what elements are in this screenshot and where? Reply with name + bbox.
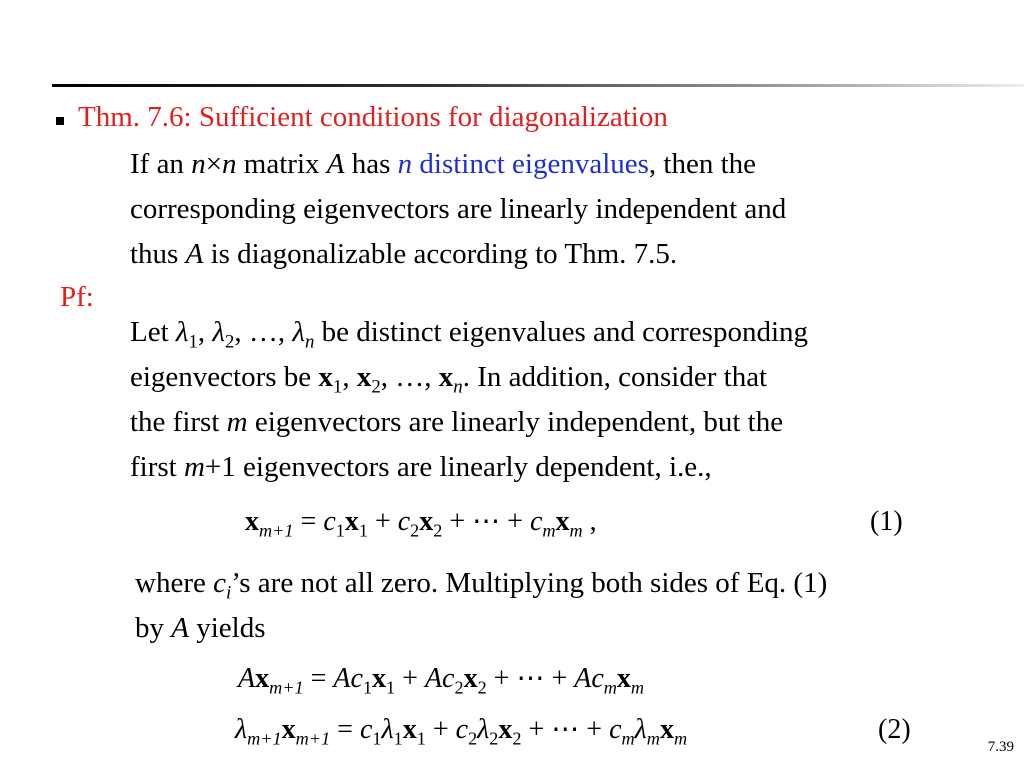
proof-line-1: Let $\lambda_1$, $\lambda_2$, …, $\lambda_n$ be distinct eigenvalues and corresponding — [130, 316, 809, 353]
proof-line-3: the first m eigenvectors are linearly independent, but the — [130, 406, 784, 438]
proof-line-4: first m+1 eigenvectors are linearly dependent, i.e., — [130, 451, 712, 483]
equation-1-number: (1) — [870, 506, 903, 537]
proof-line-2: eigenvectors be $x_1$, $x_2$, …, $x_n$. In addition, consider that — [130, 361, 768, 398]
theorem-line-3: thus A is diagonalizable according to Thm. 7.5. — [130, 238, 678, 270]
theorem-line-2: corresponding eigenvectors are linearly independent and — [130, 193, 787, 225]
bullet-square-icon — [56, 117, 64, 125]
equation-2-number: (2) — [878, 714, 911, 745]
equation-2: $\lambda_{m+1}x_{m+1} = c_1\lambda_1x_1 + c_2\lambda_2x_2$ + ⋯ + $c_m\lambda_mx_m$ — [235, 714, 688, 749]
where-line-1: where $c_i’s$ are not all zero. Multiplying both sides of Eq. (1) — [135, 567, 828, 604]
theorem-title: Thm. 7.6: Sufficient conditions for diagonalization — [78, 101, 668, 133]
equation-1: $x_{m+1} = c_1x_1 + c_2x_2$ + ⋯ + $c_mx_m$ , — [245, 506, 597, 541]
proof-label: Pf: — [60, 281, 94, 313]
where-line-2: by A yields — [135, 612, 266, 644]
theorem-line-1: If an n×n matrix A has n distinct eigenvalues, then the — [130, 148, 757, 180]
header-rule — [52, 84, 1024, 87]
page-number: 7.39 — [987, 739, 1014, 755]
equation-multiply-A: $Ax_{m+1} = Ac_1x_1 + Ac_2x_2$ + ⋯ + $Ac_mx_m$ — [238, 663, 645, 698]
